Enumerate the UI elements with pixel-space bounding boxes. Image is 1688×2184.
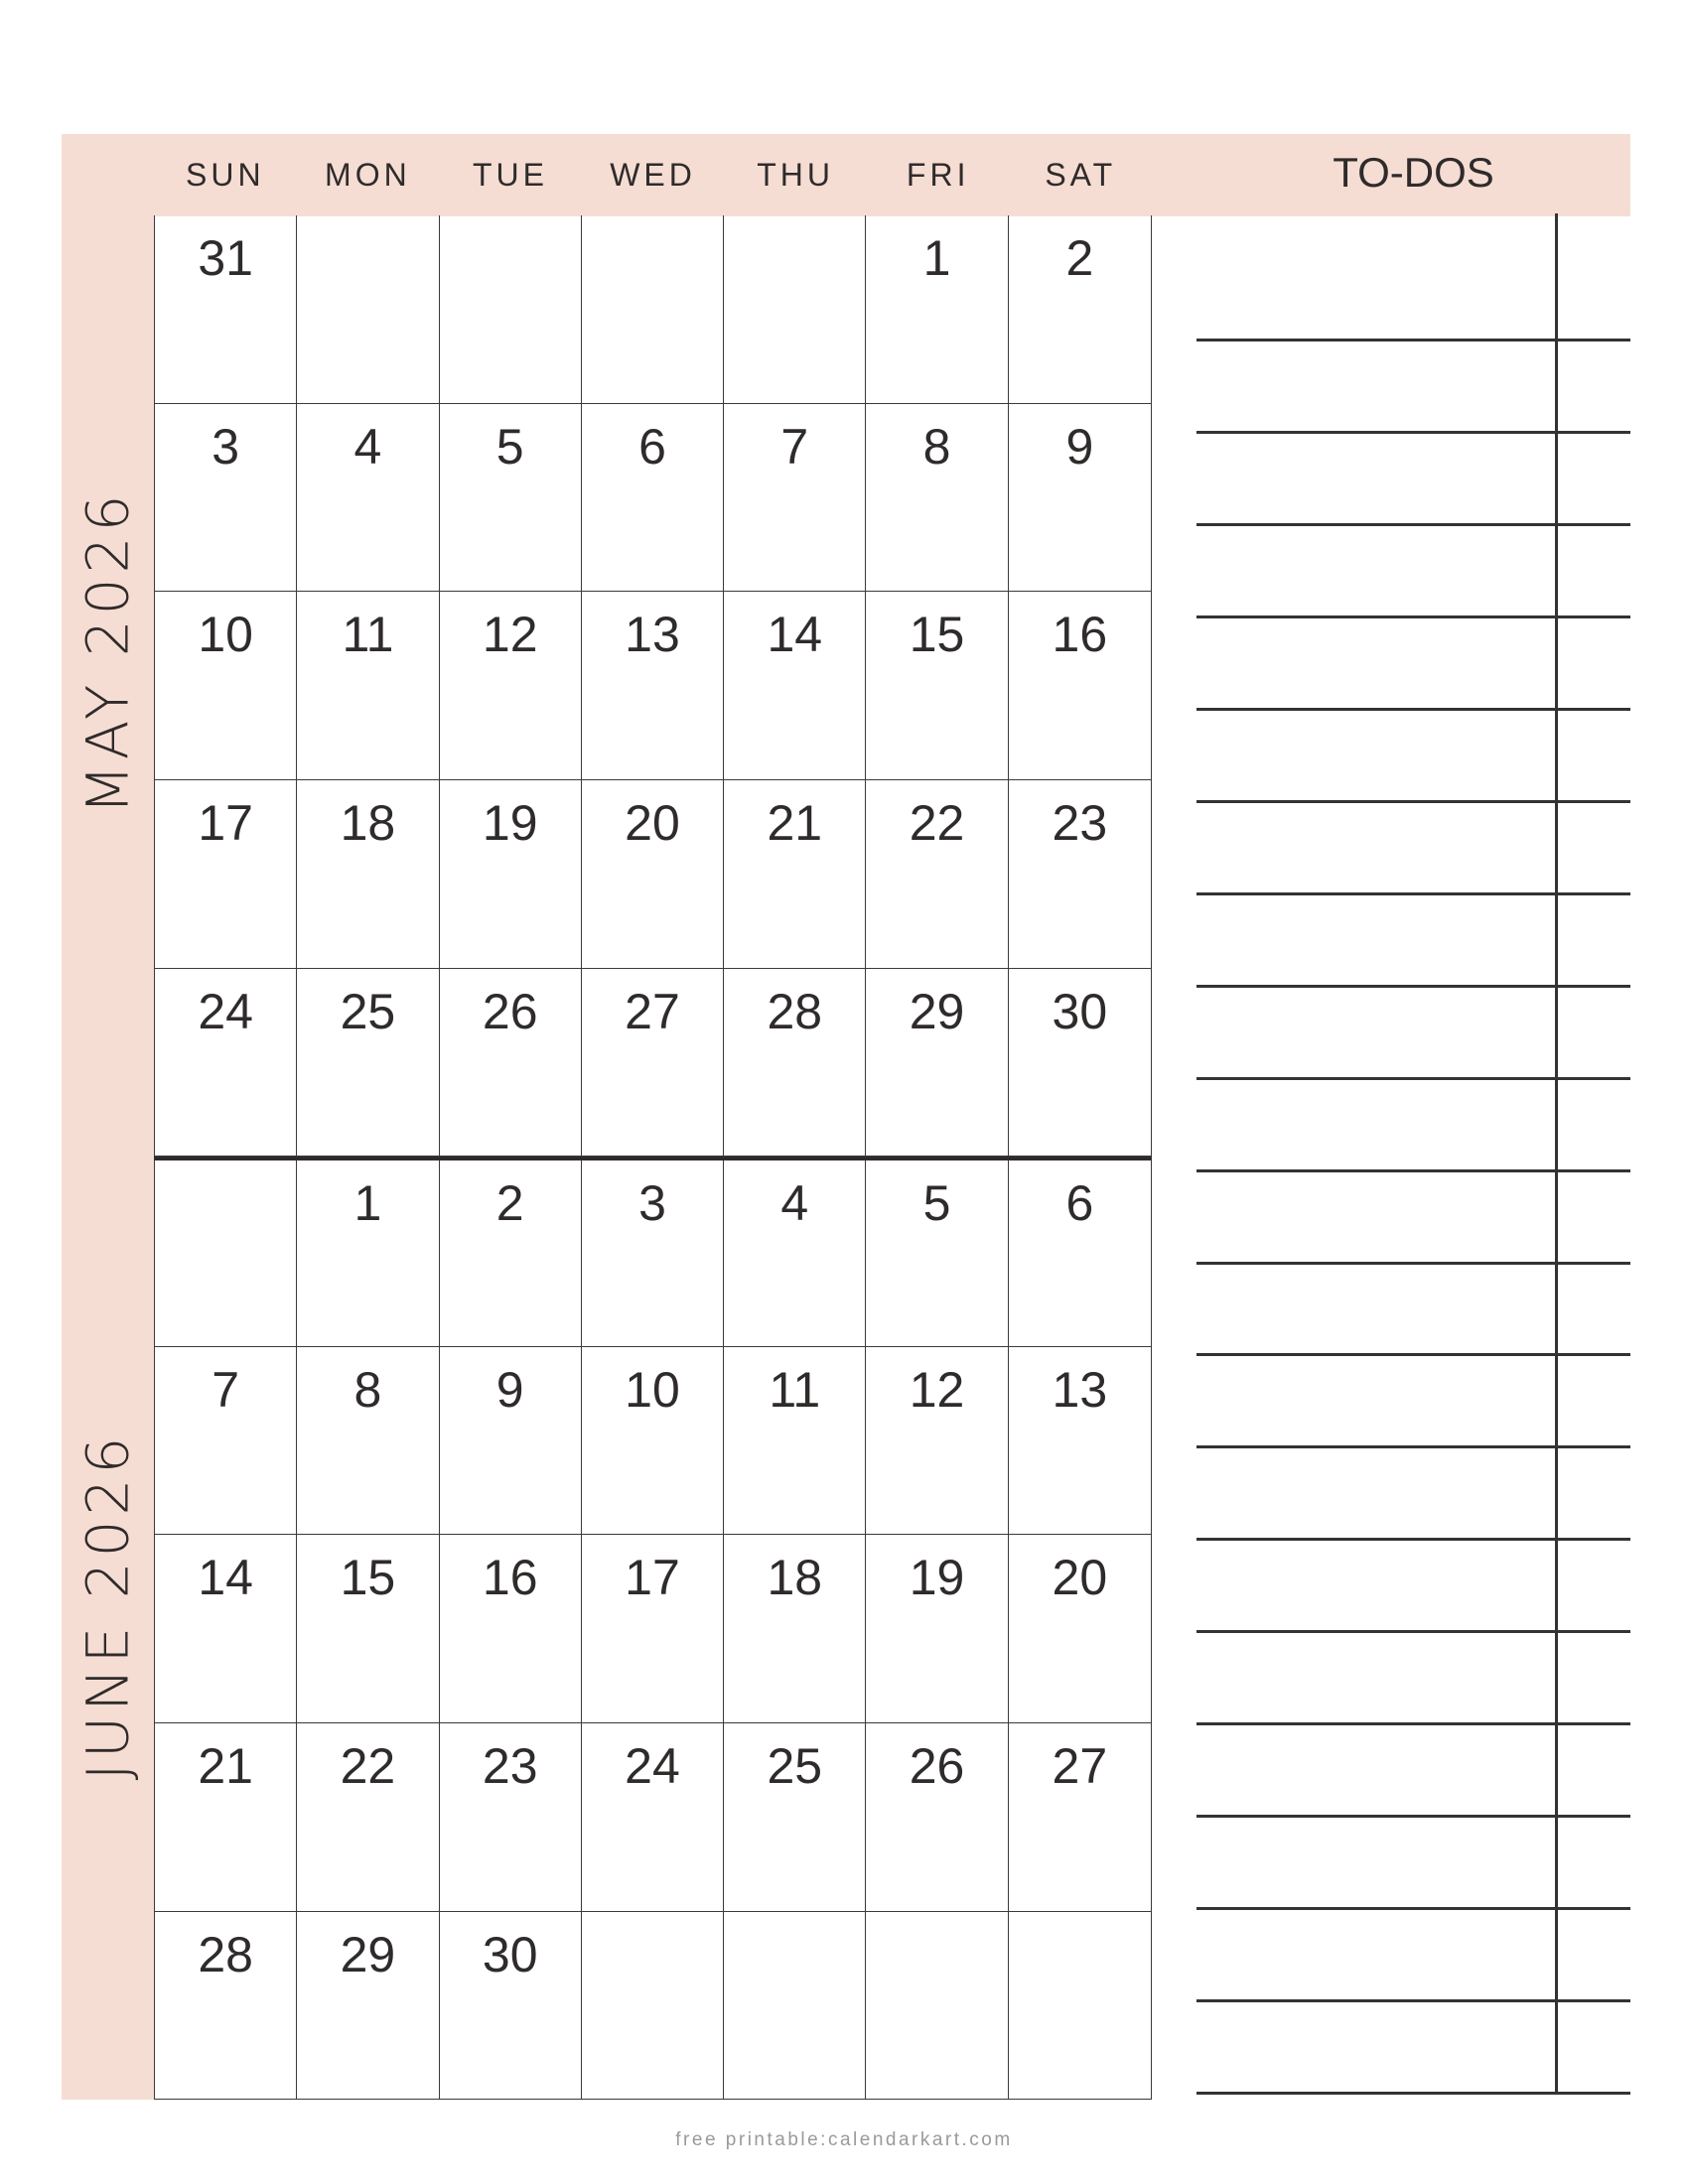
day-cell[interactable]: 26 bbox=[866, 1723, 1008, 1912]
day-cell[interactable]: 28 bbox=[724, 969, 866, 1158]
day-cell[interactable]: 16 bbox=[440, 1535, 582, 1723]
weekday-wed: WED bbox=[610, 157, 696, 193]
day-cell[interactable]: 16 bbox=[1009, 592, 1151, 780]
todo-line[interactable] bbox=[1196, 1907, 1630, 1910]
day-cell[interactable]: 24 bbox=[582, 1723, 724, 1912]
day-cell[interactable]: 9 bbox=[1009, 404, 1151, 593]
weekday-header bbox=[154, 134, 1152, 216]
month-label-june-text: JUNE 2026 bbox=[73, 1432, 142, 1780]
day-cell[interactable]: 30 bbox=[440, 1912, 582, 2101]
day-cell[interactable]: 18 bbox=[724, 1535, 866, 1723]
day-cell[interactable] bbox=[582, 215, 724, 404]
todo-line[interactable] bbox=[1196, 2092, 1630, 2095]
todo-line[interactable] bbox=[1196, 1538, 1630, 1541]
day-cell[interactable]: 22 bbox=[866, 780, 1008, 969]
day-cell[interactable]: 5 bbox=[440, 404, 582, 593]
day-cell[interactable]: 6 bbox=[582, 404, 724, 593]
day-cell[interactable]: 3 bbox=[155, 404, 297, 593]
day-cell[interactable]: 23 bbox=[1009, 780, 1151, 969]
day-cell[interactable]: 13 bbox=[582, 592, 724, 780]
day-cell[interactable]: 10 bbox=[155, 592, 297, 780]
todo-line[interactable] bbox=[1196, 1077, 1630, 1080]
day-cell[interactable]: 26 bbox=[440, 969, 582, 1158]
calendar-grid-june bbox=[154, 1157, 1152, 2100]
todo-line[interactable] bbox=[1196, 1722, 1630, 1725]
todo-line[interactable] bbox=[1196, 800, 1630, 803]
day-cell[interactable]: 1 bbox=[297, 1160, 439, 1347]
todo-line[interactable] bbox=[1196, 431, 1630, 434]
day-cell[interactable]: 14 bbox=[155, 1535, 297, 1723]
todo-line[interactable] bbox=[1196, 985, 1630, 988]
day-cell[interactable]: 8 bbox=[866, 404, 1008, 593]
day-cell[interactable]: 12 bbox=[866, 1347, 1008, 1536]
day-cell[interactable]: 25 bbox=[724, 1723, 866, 1912]
day-cell[interactable]: 17 bbox=[155, 780, 297, 969]
day-cell[interactable]: 19 bbox=[440, 780, 582, 969]
todo-line[interactable] bbox=[1196, 615, 1630, 618]
todo-line[interactable] bbox=[1196, 892, 1630, 895]
todo-line[interactable] bbox=[1196, 708, 1630, 711]
weekday-fri: FRI bbox=[906, 157, 970, 193]
day-cell[interactable] bbox=[440, 215, 582, 404]
footer-credit: free printable:calendarkart.com bbox=[675, 2129, 1013, 2150]
weekday-sat: SAT bbox=[1045, 157, 1117, 193]
todo-line[interactable] bbox=[1196, 1999, 1630, 2002]
todo-line[interactable] bbox=[1196, 523, 1630, 526]
day-cell[interactable]: 5 bbox=[866, 1160, 1008, 1347]
day-cell[interactable]: 13 bbox=[1009, 1347, 1151, 1536]
calendar-grid-may bbox=[154, 215, 1152, 1157]
todo-line[interactable] bbox=[1196, 1815, 1630, 1818]
day-cell[interactable]: 31 bbox=[155, 215, 297, 404]
day-cell[interactable]: 6 bbox=[1009, 1160, 1151, 1347]
weekday-sun: SUN bbox=[186, 157, 265, 193]
todo-line[interactable] bbox=[1196, 1262, 1630, 1265]
month-label-june bbox=[62, 1157, 154, 2055]
day-cell[interactable]: 10 bbox=[582, 1347, 724, 1536]
day-cell[interactable] bbox=[582, 1912, 724, 2101]
day-cell[interactable]: 30 bbox=[1009, 969, 1151, 1158]
day-cell[interactable]: 8 bbox=[297, 1347, 439, 1536]
day-cell[interactable]: 22 bbox=[297, 1723, 439, 1912]
day-cell[interactable]: 2 bbox=[1009, 215, 1151, 404]
day-cell[interactable]: 18 bbox=[297, 780, 439, 969]
month-label-may-text: MAY 2026 bbox=[73, 489, 142, 815]
day-cell[interactable]: 27 bbox=[1009, 1723, 1151, 1912]
todo-line[interactable] bbox=[1196, 1353, 1630, 1356]
day-cell[interactable]: 21 bbox=[155, 1723, 297, 1912]
day-cell[interactable]: 4 bbox=[297, 404, 439, 593]
day-cell[interactable]: 14 bbox=[724, 592, 866, 780]
day-cell[interactable]: 7 bbox=[155, 1347, 297, 1536]
day-cell[interactable] bbox=[155, 1160, 297, 1347]
day-cell[interactable]: 20 bbox=[1009, 1535, 1151, 1723]
day-cell[interactable]: 29 bbox=[866, 969, 1008, 1158]
day-cell[interactable]: 28 bbox=[155, 1912, 297, 2101]
day-cell[interactable]: 1 bbox=[866, 215, 1008, 404]
day-cell[interactable]: 23 bbox=[440, 1723, 582, 1912]
day-cell[interactable]: 11 bbox=[297, 592, 439, 780]
day-cell[interactable]: 19 bbox=[866, 1535, 1008, 1723]
day-cell[interactable] bbox=[866, 1912, 1008, 2101]
todo-line[interactable] bbox=[1196, 339, 1630, 341]
month-label-may bbox=[62, 215, 154, 1089]
day-cell[interactable] bbox=[724, 1912, 866, 2101]
day-cell[interactable] bbox=[297, 215, 439, 404]
day-cell[interactable]: 25 bbox=[297, 969, 439, 1158]
weekday-tue: TUE bbox=[472, 157, 548, 193]
day-cell[interactable]: 7 bbox=[724, 404, 866, 593]
todo-title: TO-DOS bbox=[1333, 149, 1494, 196]
weekday-mon: MON bbox=[325, 157, 411, 193]
day-cell[interactable]: 17 bbox=[582, 1535, 724, 1723]
day-cell[interactable]: 9 bbox=[440, 1347, 582, 1536]
day-cell[interactable]: 15 bbox=[866, 592, 1008, 780]
day-cell[interactable]: 11 bbox=[724, 1347, 866, 1536]
todo-line[interactable] bbox=[1196, 1630, 1630, 1633]
day-cell[interactable]: 2 bbox=[440, 1160, 582, 1347]
day-cell[interactable]: 27 bbox=[582, 969, 724, 1158]
day-cell[interactable]: 20 bbox=[582, 780, 724, 969]
day-cell[interactable]: 4 bbox=[724, 1160, 866, 1347]
todo-line[interactable] bbox=[1196, 1445, 1630, 1448]
day-cell[interactable] bbox=[1009, 1912, 1151, 2101]
day-cell[interactable]: 12 bbox=[440, 592, 582, 780]
day-cell[interactable]: 3 bbox=[582, 1160, 724, 1347]
todo-checkbox-column-divider bbox=[1555, 213, 1558, 2095]
weekday-thu: THU bbox=[757, 157, 834, 193]
day-cell[interactable]: 15 bbox=[297, 1535, 439, 1723]
day-cell[interactable]: 29 bbox=[297, 1912, 439, 2101]
day-cell[interactable]: 21 bbox=[724, 780, 866, 969]
todo-line[interactable] bbox=[1196, 1169, 1630, 1172]
day-cell[interactable] bbox=[724, 215, 866, 404]
day-cell[interactable]: 24 bbox=[155, 969, 297, 1158]
